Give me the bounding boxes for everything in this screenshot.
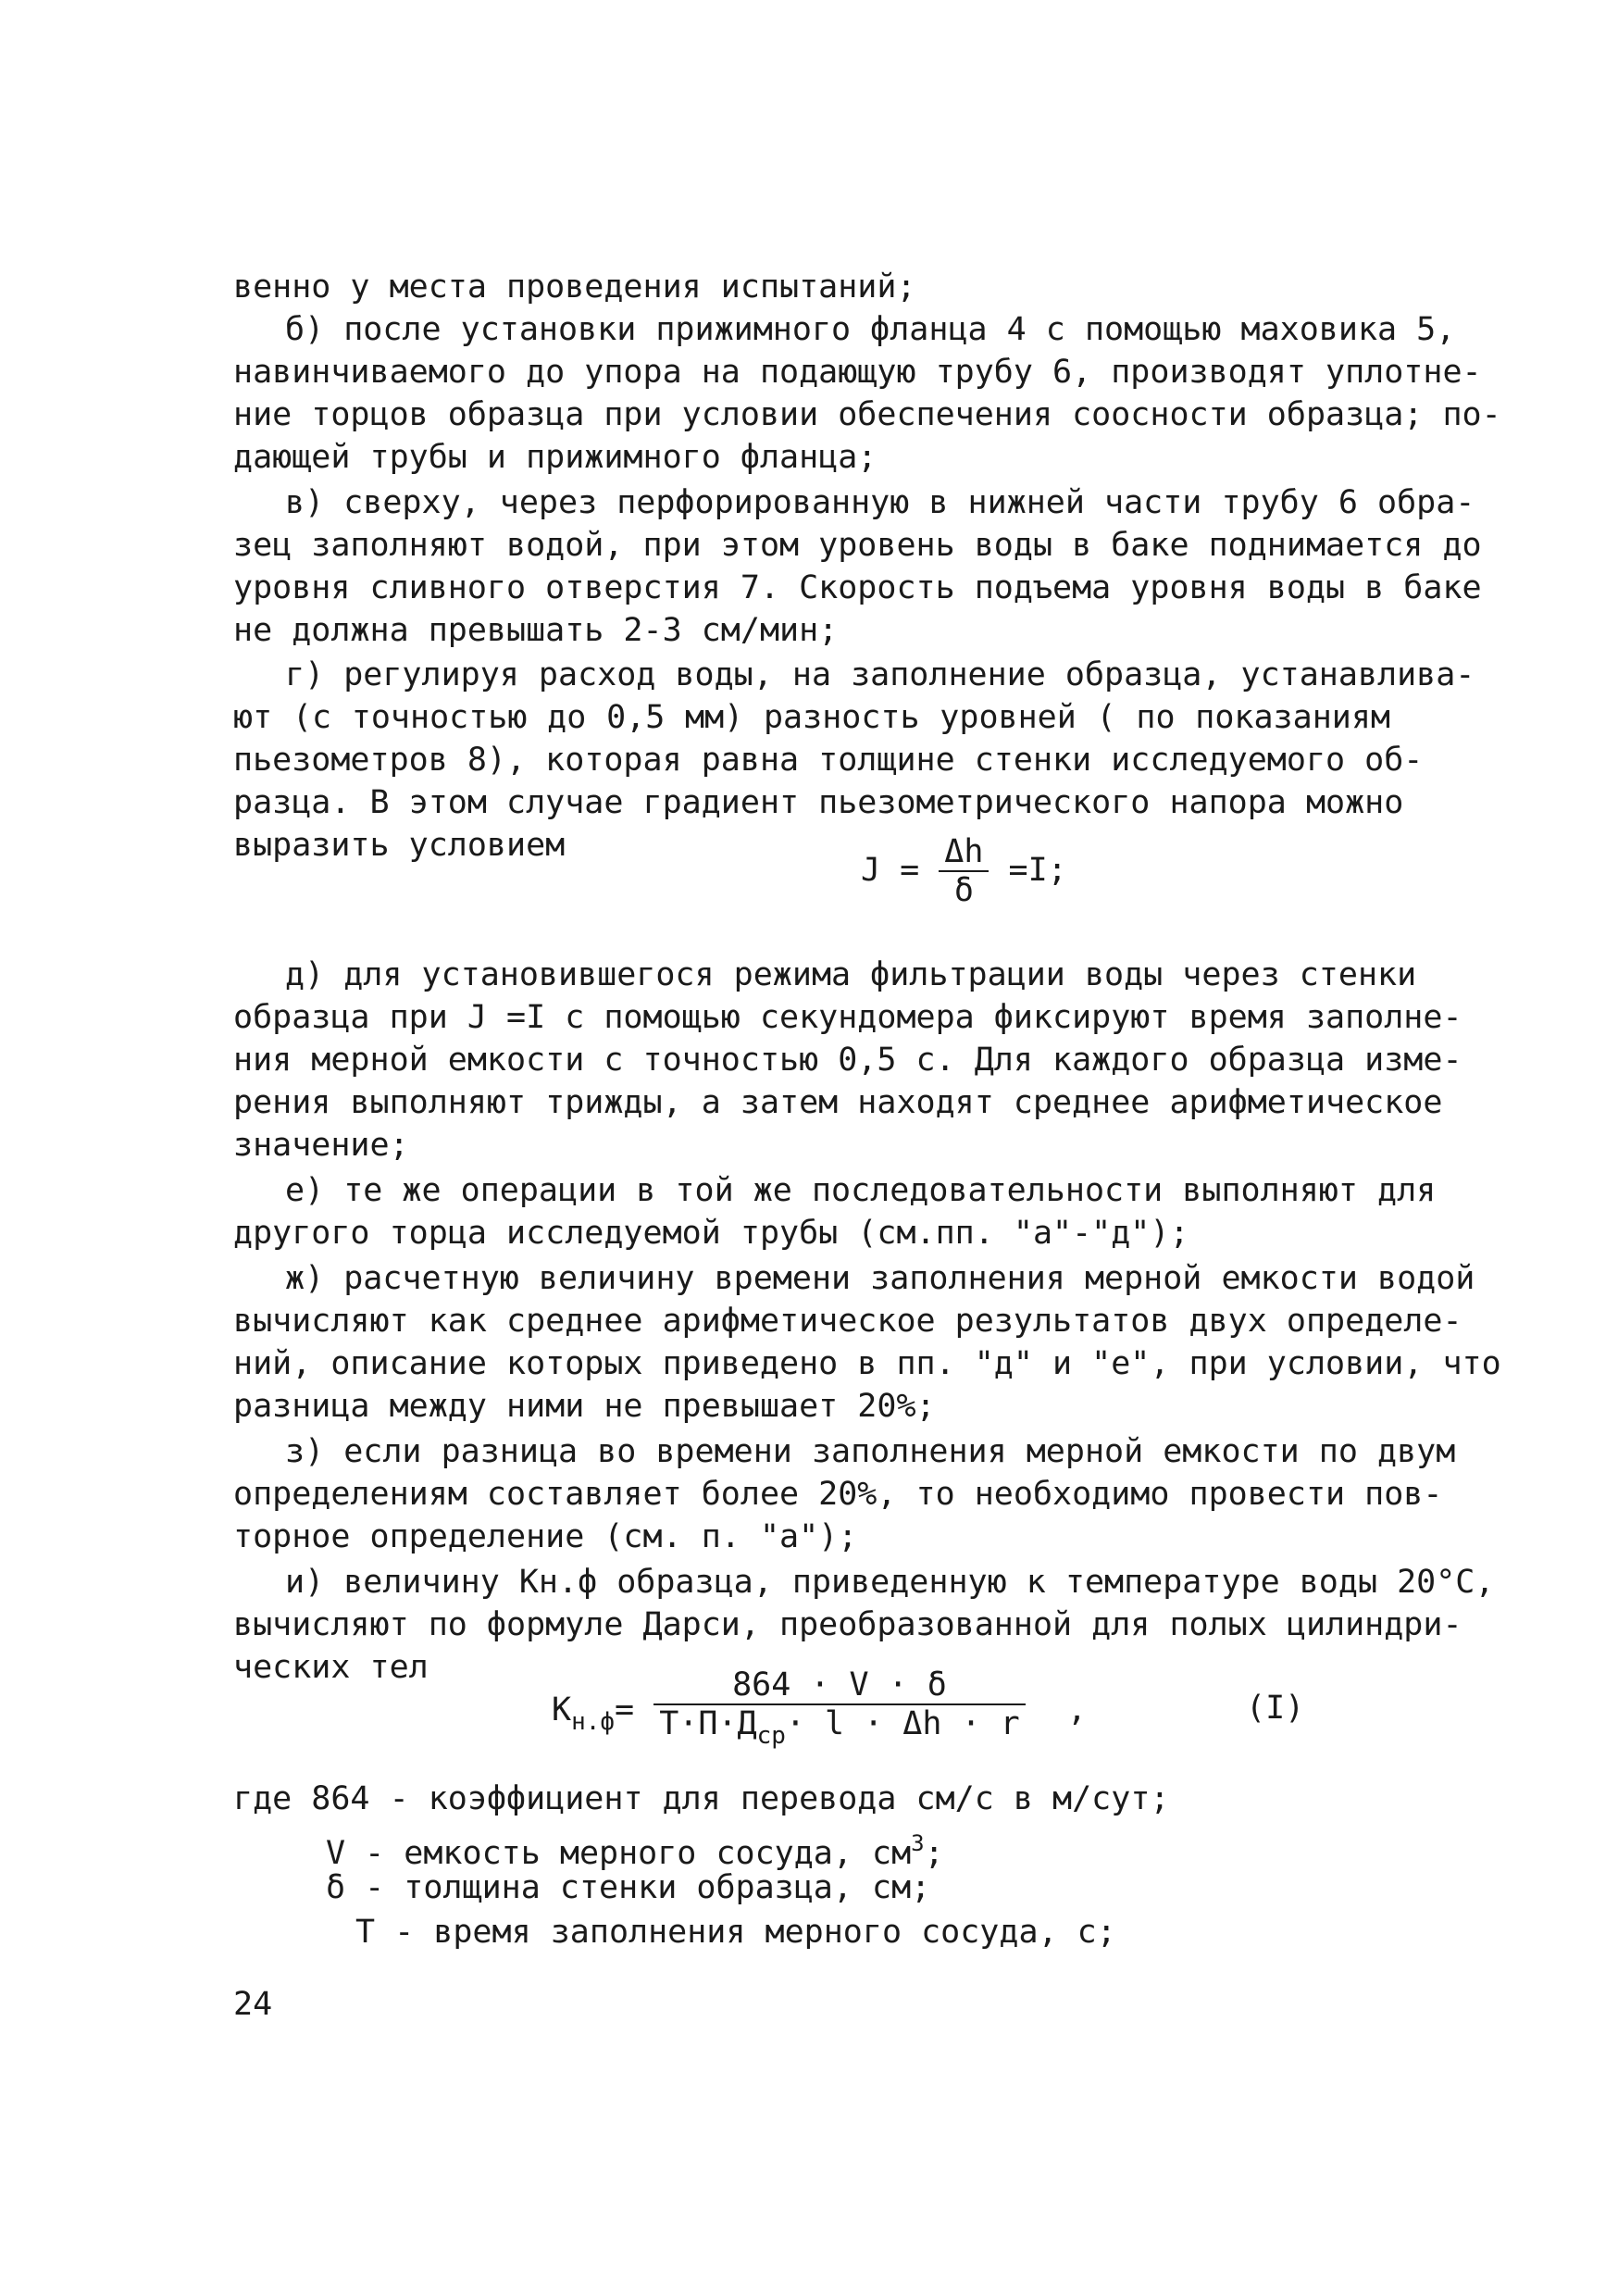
where-text: - время заполнения мерного сосуда, с; <box>375 1914 1116 1951</box>
text-line: уровня сливного отверстия 7. Скорость подъема уровня воды в баке <box>233 569 1482 606</box>
text-line: вычисляют как среднее арифметическое результатов двух определе- <box>233 1303 1462 1340</box>
text-line: разца. В этом случае градиент пьезометрического напора можно <box>233 784 1404 821</box>
darcy-formula <box>552 1666 1087 1754</box>
text-line: другого торца исследуемой трубы (см.пп. "а"-"д"); <box>233 1215 1189 1252</box>
formula-lhs: Ј = <box>861 852 920 889</box>
denominator-subscript: ср <box>756 1722 786 1750</box>
text-line: б) после установки прижимного фланца 4 с помощью маховика 5, <box>285 311 1456 348</box>
formula-comma: , <box>1066 1691 1087 1728</box>
text-line: дающей трубы и прижимного фланца; <box>233 439 877 476</box>
fraction-numerator: 864 · V · δ <box>653 1666 1026 1705</box>
formula-equals: = <box>615 1691 635 1728</box>
text-line: г) регулируя расход воды, на заполнение образца, устанавлива- <box>285 656 1475 693</box>
where-superscript: 3 <box>911 1830 925 1856</box>
where-item <box>355 1911 1116 1953</box>
text-line: з) если разница во времени заполнения мерной емкости по двум <box>285 1433 1456 1470</box>
where-text: - емкость мерного сосуда, см <box>345 1835 912 1872</box>
text-line: выразить условием <box>233 827 566 864</box>
text-line: образца при Ј =I с помощью секундомера фиксируют время заполне- <box>233 999 1462 1036</box>
where-item <box>326 1866 930 1909</box>
where-text: - толщина стенки образца, см; <box>345 1869 931 1906</box>
fraction-denominator: δ <box>953 872 974 909</box>
where-symbol: V <box>326 1835 346 1872</box>
text-line: ют (с точностью до 0,5 мм) разность уровней ( по показаниям <box>233 699 1390 736</box>
text-line: венно у места проведения испытаний; <box>233 268 916 306</box>
fraction-denominator <box>653 1705 1026 1754</box>
formula-fraction <box>939 833 989 909</box>
text-line: разница между ними не превышает 20%; <box>233 1388 936 1425</box>
text-line: навинчиваемого до упора на подающую трубу 6, производят уплотне- <box>233 354 1482 391</box>
where-symbol: где 864 <box>233 1780 370 1817</box>
text-line: зец заполняют водой, при этом уровень воды в баке поднимается до <box>233 527 1482 564</box>
text-line: в) сверху, через перфорированную в нижней части трубу 6 обра- <box>285 484 1475 521</box>
text-line: вычисляют по формуле Дарси, преобразованной для полых цилиндри- <box>233 1606 1462 1643</box>
formula-rhs: =I; <box>1008 852 1067 889</box>
page-number: 24 <box>233 1986 273 2023</box>
formula-fraction <box>653 1666 1026 1754</box>
where-text: ; <box>924 1835 944 1872</box>
text-line: ний, описание которых приведено в пп. "д" и "е", при условии, что <box>233 1345 1501 1382</box>
where-symbol: δ <box>326 1869 346 1906</box>
text-line: значение; <box>233 1127 409 1164</box>
text-line: торное определение (см. п. "а"); <box>233 1518 858 1555</box>
text-line: и) величину Кн.ф образца, приведенную к температуре воды 20°С, <box>285 1564 1495 1601</box>
denominator-part: Т·П·Д <box>659 1705 757 1742</box>
denominator-part: · l · Δh · r <box>785 1705 1020 1742</box>
gradient-formula <box>861 833 1067 909</box>
text-line: ческих тел <box>233 1649 429 1686</box>
text-line: ж) расчетную величину времени заполнения мерной емкости водой <box>285 1260 1475 1297</box>
formula-lhs-subscript: н.ф <box>571 1707 616 1736</box>
text-line: е) те же операции в той же последовательности выполняют для <box>285 1172 1437 1209</box>
text-line: рения выполняют трижды, а затем находят среднее арифметическое <box>233 1084 1443 1121</box>
where-text: - коэффициент для перевода см/с в м/сут; <box>369 1780 1170 1817</box>
text-line: определениям составляет более 20%, то необходимо провести пов- <box>233 1476 1443 1513</box>
where-item <box>233 1778 1169 1820</box>
text-line: д) для установившегося режима фильтрации воды через стенки <box>285 956 1417 993</box>
text-line: пьезометров 8), которая равна толщине стенки исследуемого об- <box>233 742 1424 779</box>
where-symbol: Т <box>355 1914 376 1951</box>
formula-lhs <box>552 1691 635 1736</box>
formula-lhs-symbol: К <box>552 1691 572 1728</box>
text-line: ния мерной емкости с точностью 0,5 с. Для каждого образца изме- <box>233 1042 1462 1079</box>
fraction-numerator: Δh <box>939 833 989 872</box>
text-line: не должна превышать 2-3 см/мин; <box>233 612 839 649</box>
equation-number: (I) <box>1246 1690 1305 1727</box>
text-line: ние торцов образца при условии обеспечения соосности образца; по- <box>233 396 1501 433</box>
